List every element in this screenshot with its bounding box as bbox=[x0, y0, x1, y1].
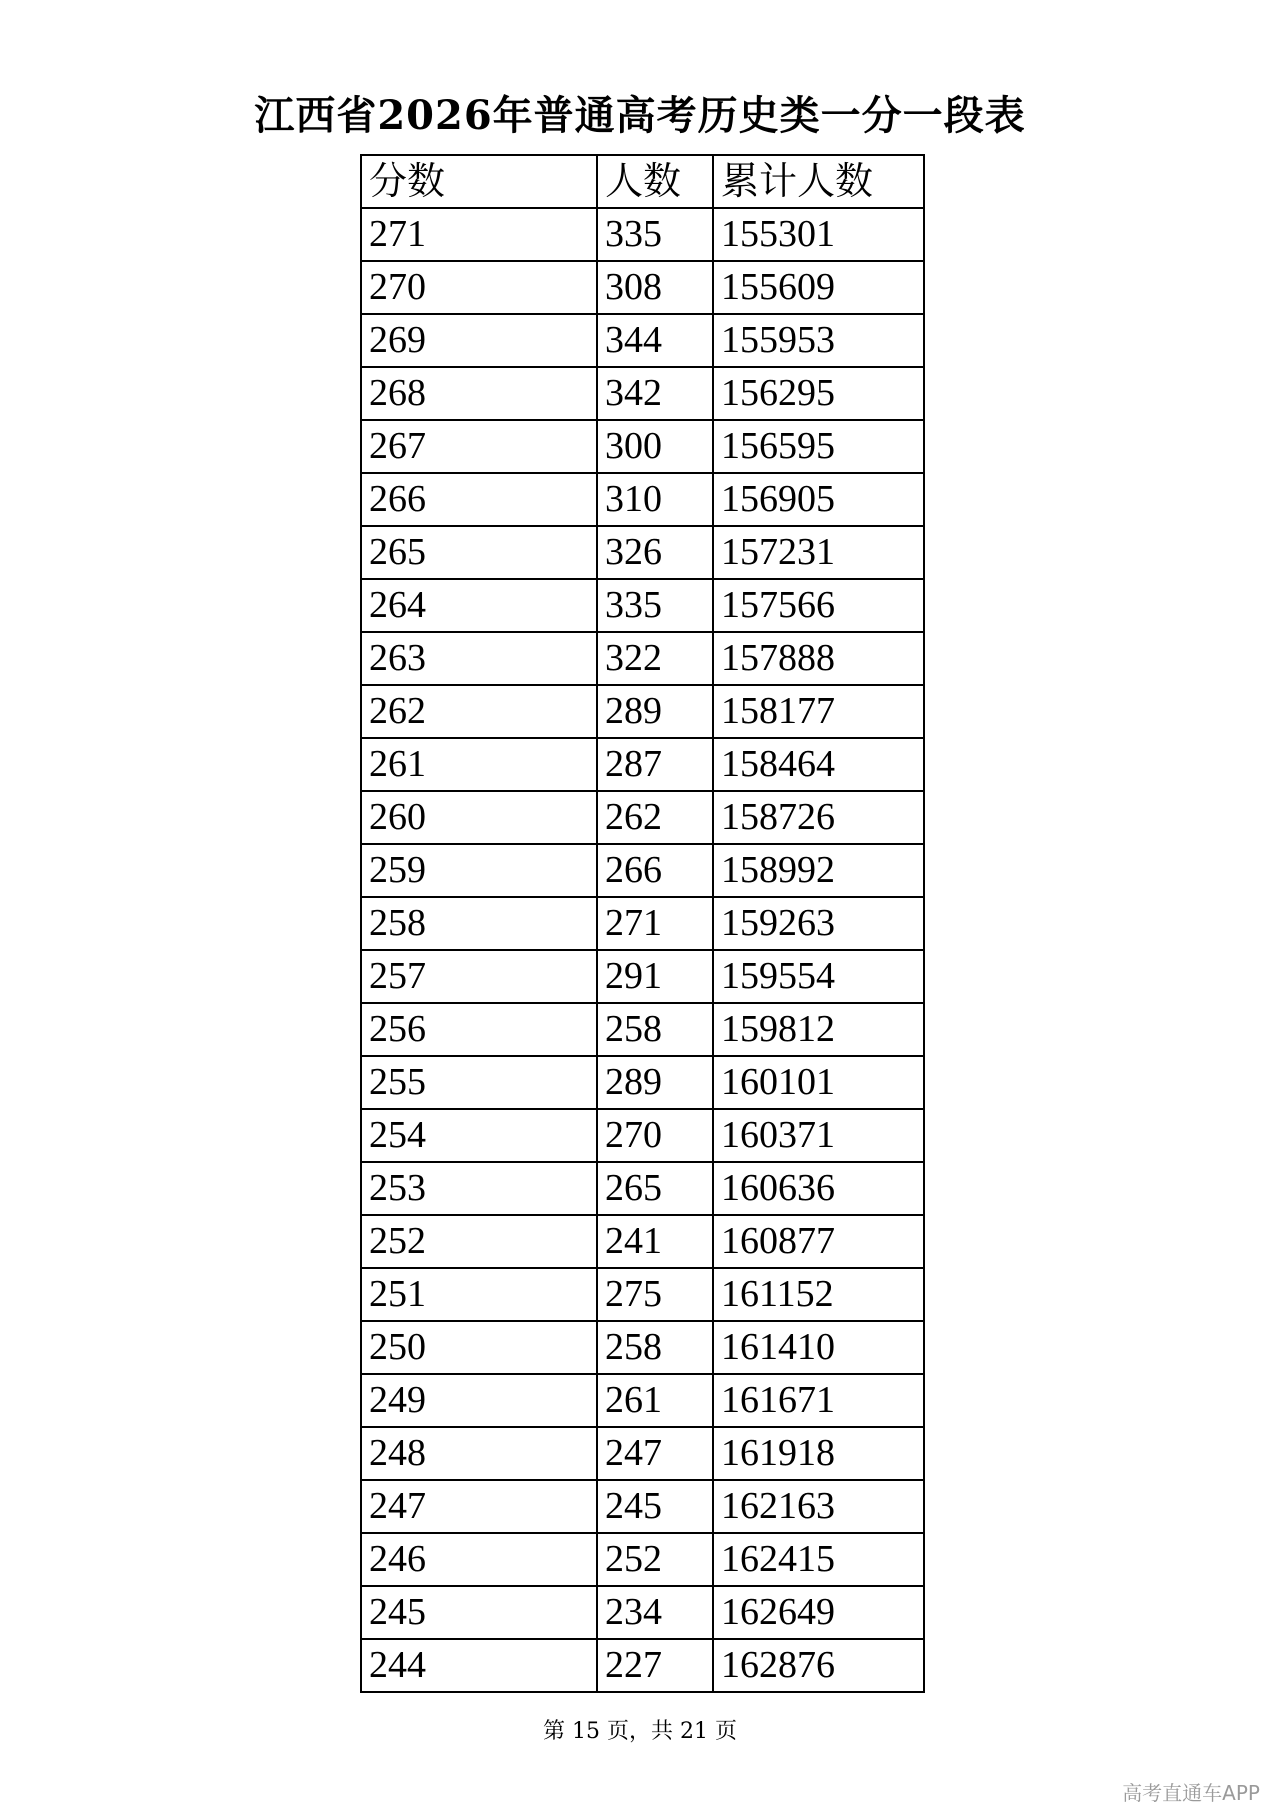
table-row bbox=[361, 1162, 924, 1215]
cell-count: 344 bbox=[597, 314, 713, 367]
cell-score: 256 bbox=[361, 1003, 597, 1056]
cell-cumulative: 158464 bbox=[713, 738, 924, 791]
cell-score: 267 bbox=[361, 420, 597, 473]
cell-count: 289 bbox=[597, 1056, 713, 1109]
table-row bbox=[361, 1427, 924, 1480]
table-row bbox=[361, 897, 924, 950]
cell-score: 269 bbox=[361, 314, 597, 367]
page-number: 第 15 页，共 21 页 bbox=[543, 1719, 737, 1744]
cell-count: 258 bbox=[597, 1003, 713, 1056]
cell-score: 268 bbox=[361, 367, 597, 420]
table-row bbox=[361, 473, 924, 526]
cell-score: 257 bbox=[361, 950, 597, 1003]
cell-cumulative: 160636 bbox=[713, 1162, 924, 1215]
cell-cumulative: 161410 bbox=[713, 1321, 924, 1374]
app-watermark: 高考直通车APP bbox=[1122, 1781, 1260, 1805]
cell-count: 335 bbox=[597, 208, 713, 261]
score-distribution-table bbox=[360, 154, 925, 1693]
header-count: 人数 bbox=[597, 155, 713, 208]
cell-count: 270 bbox=[597, 1109, 713, 1162]
cell-score: 260 bbox=[361, 791, 597, 844]
cell-score: 265 bbox=[361, 526, 597, 579]
cell-count: 322 bbox=[597, 632, 713, 685]
table-row bbox=[361, 1586, 924, 1639]
cell-count: 335 bbox=[597, 579, 713, 632]
table-row bbox=[361, 1321, 924, 1374]
table-row bbox=[361, 420, 924, 473]
cell-score: 259 bbox=[361, 844, 597, 897]
cell-score: 254 bbox=[361, 1109, 597, 1162]
table-row bbox=[361, 1215, 924, 1268]
cell-cumulative: 161918 bbox=[713, 1427, 924, 1480]
cell-cumulative: 155301 bbox=[713, 208, 924, 261]
header-score: 分数 bbox=[361, 155, 597, 208]
table-row bbox=[361, 685, 924, 738]
table-row bbox=[361, 950, 924, 1003]
cell-count: 247 bbox=[597, 1427, 713, 1480]
cell-cumulative: 160371 bbox=[713, 1109, 924, 1162]
cell-score: 264 bbox=[361, 579, 597, 632]
cell-count: 287 bbox=[597, 738, 713, 791]
cell-count: 227 bbox=[597, 1639, 713, 1692]
table-row bbox=[361, 738, 924, 791]
cell-cumulative: 156595 bbox=[713, 420, 924, 473]
cell-count: 271 bbox=[597, 897, 713, 950]
cell-cumulative: 162876 bbox=[713, 1639, 924, 1692]
cell-cumulative: 158992 bbox=[713, 844, 924, 897]
cell-count: 310 bbox=[597, 473, 713, 526]
cell-cumulative: 162649 bbox=[713, 1586, 924, 1639]
cell-score: 250 bbox=[361, 1321, 597, 1374]
cell-count: 262 bbox=[597, 791, 713, 844]
cell-score: 252 bbox=[361, 1215, 597, 1268]
cell-cumulative: 155953 bbox=[713, 314, 924, 367]
table-row bbox=[361, 632, 924, 685]
cell-count: 234 bbox=[597, 1586, 713, 1639]
cell-cumulative: 158177 bbox=[713, 685, 924, 738]
cell-cumulative: 159554 bbox=[713, 950, 924, 1003]
cell-cumulative: 162163 bbox=[713, 1480, 924, 1533]
cell-score: 251 bbox=[361, 1268, 597, 1321]
cell-count: 275 bbox=[597, 1268, 713, 1321]
cell-score: 262 bbox=[361, 685, 597, 738]
cell-score: 245 bbox=[361, 1586, 597, 1639]
table-header-row bbox=[361, 155, 924, 208]
cell-cumulative: 160101 bbox=[713, 1056, 924, 1109]
cell-count: 252 bbox=[597, 1533, 713, 1586]
cell-count: 291 bbox=[597, 950, 713, 1003]
table-row bbox=[361, 261, 924, 314]
table-row bbox=[361, 1533, 924, 1586]
page-title: 江西省2026年普通高考历史类一分一段表 bbox=[254, 92, 1026, 139]
table-row bbox=[361, 791, 924, 844]
cell-cumulative: 161152 bbox=[713, 1268, 924, 1321]
cell-count: 342 bbox=[597, 367, 713, 420]
cell-score: 261 bbox=[361, 738, 597, 791]
cell-count: 266 bbox=[597, 844, 713, 897]
table-row bbox=[361, 1268, 924, 1321]
cell-count: 241 bbox=[597, 1215, 713, 1268]
cell-score: 246 bbox=[361, 1533, 597, 1586]
cell-cumulative: 158726 bbox=[713, 791, 924, 844]
cell-score: 255 bbox=[361, 1056, 597, 1109]
cell-count: 265 bbox=[597, 1162, 713, 1215]
cell-score: 263 bbox=[361, 632, 597, 685]
table-row bbox=[361, 208, 924, 261]
cell-cumulative: 156905 bbox=[713, 473, 924, 526]
cell-count: 258 bbox=[597, 1321, 713, 1374]
cell-score: 266 bbox=[361, 473, 597, 526]
table-row bbox=[361, 314, 924, 367]
table-row bbox=[361, 367, 924, 420]
cell-cumulative: 162415 bbox=[713, 1533, 924, 1586]
cell-cumulative: 160877 bbox=[713, 1215, 924, 1268]
cell-score: 244 bbox=[361, 1639, 597, 1692]
cell-cumulative: 159263 bbox=[713, 897, 924, 950]
cell-count: 326 bbox=[597, 526, 713, 579]
cell-count: 245 bbox=[597, 1480, 713, 1533]
cell-score: 271 bbox=[361, 208, 597, 261]
cell-cumulative: 159812 bbox=[713, 1003, 924, 1056]
cell-cumulative: 161671 bbox=[713, 1374, 924, 1427]
cell-count: 261 bbox=[597, 1374, 713, 1427]
table-row bbox=[361, 1056, 924, 1109]
table-row bbox=[361, 1109, 924, 1162]
cell-cumulative: 157566 bbox=[713, 579, 924, 632]
cell-cumulative: 155609 bbox=[713, 261, 924, 314]
table-row bbox=[361, 1374, 924, 1427]
cell-cumulative: 157888 bbox=[713, 632, 924, 685]
cell-count: 308 bbox=[597, 261, 713, 314]
cell-score: 258 bbox=[361, 897, 597, 950]
header-cumulative: 累计人数 bbox=[713, 155, 924, 208]
table-row bbox=[361, 1639, 924, 1692]
table-row bbox=[361, 1480, 924, 1533]
cell-cumulative: 157231 bbox=[713, 526, 924, 579]
cell-score: 270 bbox=[361, 261, 597, 314]
cell-cumulative: 156295 bbox=[713, 367, 924, 420]
cell-count: 300 bbox=[597, 420, 713, 473]
cell-count: 289 bbox=[597, 685, 713, 738]
cell-score: 253 bbox=[361, 1162, 597, 1215]
table-row bbox=[361, 1003, 924, 1056]
cell-score: 248 bbox=[361, 1427, 597, 1480]
cell-score: 249 bbox=[361, 1374, 597, 1427]
table-row bbox=[361, 844, 924, 897]
table-row bbox=[361, 526, 924, 579]
cell-score: 247 bbox=[361, 1480, 597, 1533]
table-row bbox=[361, 579, 924, 632]
